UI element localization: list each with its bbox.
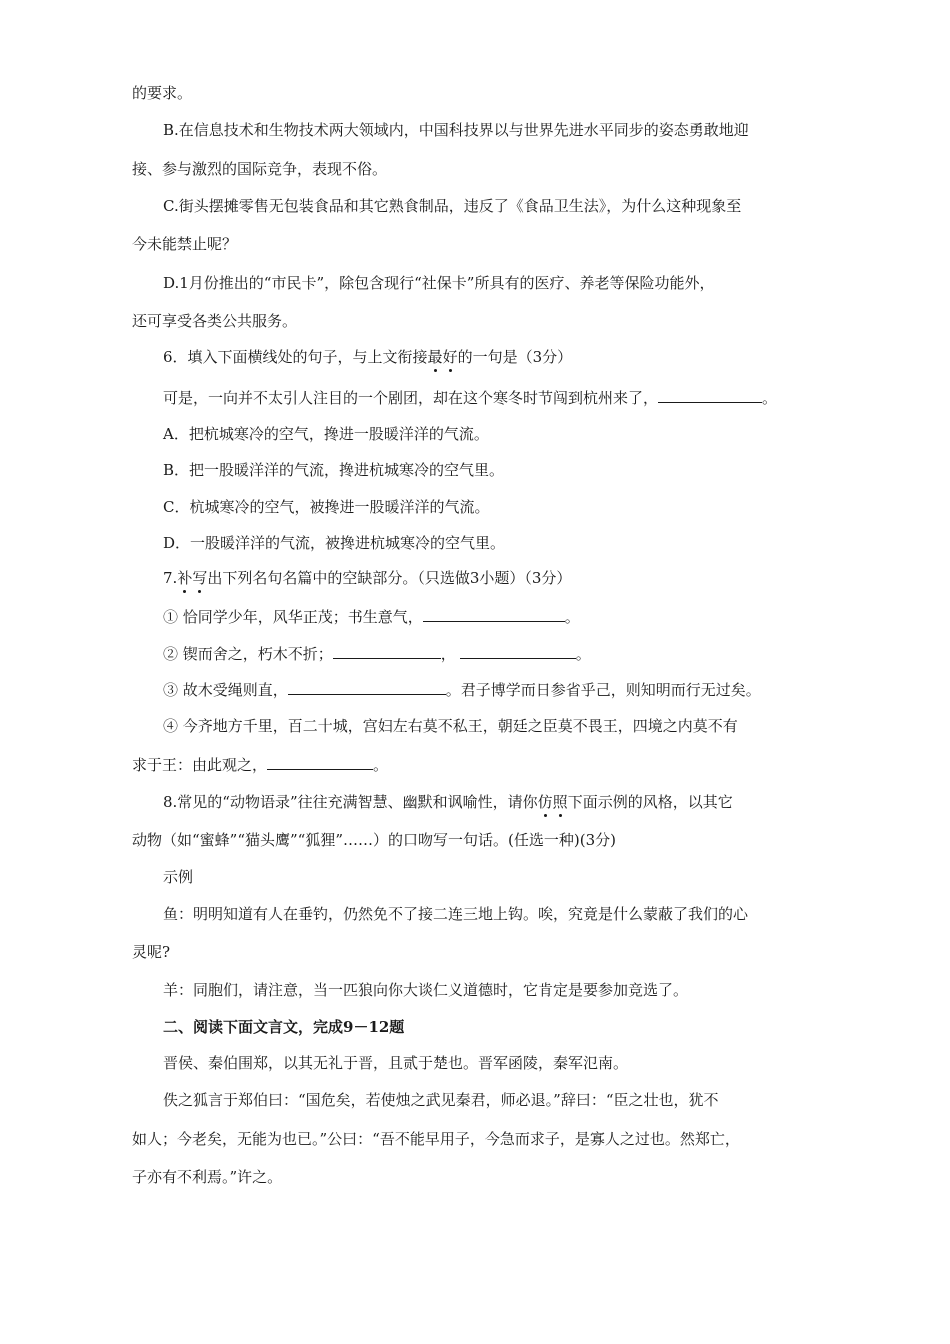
answer-blank[interactable] [267, 754, 373, 770]
classical-text-line-3: 如人；今老矣，无能为也已。”公曰：“吾不能早用子，今急而求子，是寡人之过也。然郑亡， [132, 1130, 740, 1148]
q6-stem-end: 。 [762, 389, 778, 407]
example-fish-line-1: 鱼：明明知道有人在垂钓，仍然免不了接二连三地上钩。唉，究竟是什么蒙蔽了我们的心 [163, 905, 749, 923]
answer-blank[interactable] [423, 606, 565, 622]
q7-item-3-end: 。君子博学而日参省乎己，则知明而行无过矣。 [445, 681, 761, 699]
option-b-line-1: B.在信息技术和生物技术两大领域内，中国科技界以与世界先进水平同步的姿态勇敢地迎 [163, 121, 749, 139]
q7-item-1-end: 。 [564, 608, 580, 626]
emphasis-char: 写 [192, 569, 208, 587]
q6-stem-text: 可是，一向并不太引人注目的一个剧团，却在这个寒冬时节闯到杭州来了， [163, 389, 659, 407]
q6-option-a: A．把杭城寒冷的空气，搀进一股暖洋洋的气流。 [163, 425, 489, 443]
q7-item-4-end: 。 [373, 756, 389, 774]
q7-item-1-text: ① 恰同学少年，风华正茂；书生意气， [163, 608, 423, 626]
q6-option-b: B．把一股暖洋洋的气流，搀进杭城寒冷的空气里。 [163, 461, 505, 479]
answer-blank[interactable] [658, 387, 762, 403]
answer-blank[interactable] [288, 679, 446, 695]
q6-title-post: 的一句是（3分） [457, 348, 573, 366]
answer-blank[interactable] [460, 643, 576, 659]
classical-text-line-4: 子亦有不利焉。”许之。 [132, 1168, 283, 1186]
q7-title-post: 出下列名句名篇中的空缺部分。（只选做3小题）（3分） [207, 569, 572, 587]
option-b-line-2: 接、参与激烈的国际竞争，表现不俗。 [132, 160, 388, 178]
emphasis-char: 仿 [537, 793, 553, 811]
option-d-line-2: 还可享受各类公共服务。 [132, 312, 298, 330]
q7-item-1 [163, 606, 580, 627]
answer-blank[interactable] [333, 643, 441, 659]
question-8-line-2: 动物（如“蜜蜂”“猫头鹰”“狐狸”……）的口吻写一句话。(任选一种)(3分) [132, 831, 616, 849]
q7-item-4-line-2 [132, 754, 388, 775]
q8-text-post: 下面示例的风格，以其它 [567, 793, 733, 811]
q7-item-2 [163, 643, 591, 664]
question-6-title [163, 347, 572, 367]
q7-item-4-text: 求于王：由此观之， [132, 756, 268, 774]
q7-item-3 [163, 679, 761, 700]
q7-item-2-text: ② 锲而舍之，朽木不折； [163, 645, 333, 663]
example-fish-line-2: 灵呢? [132, 943, 171, 961]
q6-title-pre: 6．填入下面横线处的句子，与上文衔接 [163, 348, 428, 366]
option-c-line-2: 今未能禁止呢？ [132, 235, 238, 253]
emphasis-char: 补 [177, 569, 193, 587]
q7-item-2-mid: ， [440, 645, 456, 663]
classical-text-line-2: 佚之狐言于郑伯曰：“国危矣，若使烛之武见秦君，师必退。”辞曰：“臣之壮也，犹不 [163, 1091, 719, 1109]
question-8-line-1 [163, 792, 733, 812]
classical-text-line-1: 晋侯、秦伯围郑，以其无礼于晋，且贰于楚也。晋军函陵，秦军氾南。 [163, 1054, 629, 1072]
question-6-stem [163, 387, 777, 408]
q8-text-pre: 8.常见的“动物语录”往往充满智慧、幽默和讽喻性，请你 [163, 793, 538, 811]
q6-option-d: D．一股暖洋洋的气流，被搀进杭城寒冷的空气里。 [163, 534, 506, 552]
option-c-line-1: C.街头摆摊零售无包装食品和其它熟食制品，违反了《食品卫生法》，为什么这种现象至 [163, 197, 742, 215]
q7-item-2-end: 。 [575, 645, 591, 663]
q7-item-3-text: ③ 故木受绳则直， [163, 681, 288, 699]
text-line: 的要求。 [132, 84, 193, 102]
emphasis-char: 最 [427, 348, 443, 366]
q7-title-pre: 7. [163, 569, 178, 587]
q7-item-4-line-1: ④ 今齐地方千里，百二十城，宫妇左右莫不私王，朝廷之臣莫不畏王，四境之内莫不有 [163, 717, 738, 735]
section-2-heading: 二、阅读下面文言文，完成9－12题 [163, 1018, 405, 1036]
emphasis-char: 照 [552, 793, 568, 811]
question-7-title [163, 568, 571, 588]
emphasis-char: 好 [442, 348, 458, 366]
option-d-line-1: D.1月份推出的“市民卡”，除包含现行“社保卡”所具有的医疗、养老等保险功能外， [163, 274, 715, 292]
example-label: 示例 [163, 868, 194, 886]
example-sheep: 羊：同胞们，请注意，当一匹狼向你大谈仁义道德时，它肯定是要参加竞选了。 [163, 981, 689, 999]
q6-option-c: C．杭城寒冷的空气，被搀进一股暖洋洋的气流。 [163, 498, 490, 516]
